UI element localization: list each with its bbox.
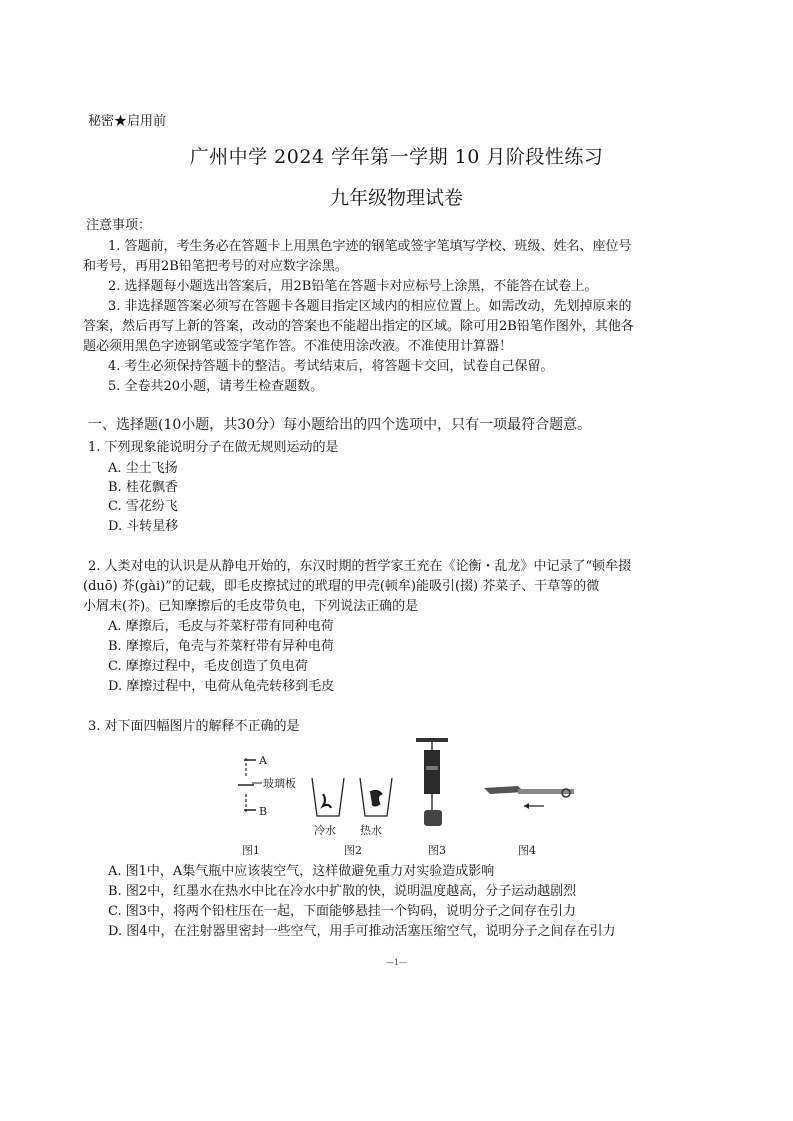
- question-1-option-c: C. 雪花纷飞: [108, 499, 178, 514]
- note-line: 3. 非选择题答案必须写在答题卡各题目指定区域内的相应位置上。如需改动，先划掉原来的: [108, 299, 632, 314]
- question-3-option-c: C. 图3中，将两个铅柱压在一起，下面能够悬挂一个钩码，说明分子之间存在引力: [108, 904, 577, 919]
- exam-title: 广州中学 2024 学年第一学期 10 月阶段性练习: [189, 146, 604, 168]
- question-2-option-d: D. 摩擦过程中，电荷从龟壳转移到毛皮: [108, 679, 335, 694]
- figure-1-caption: 图1: [242, 844, 260, 857]
- question-1-option-a: A. 尘土飞扬: [108, 461, 178, 476]
- figure-1-label-glass: 玻璃板: [263, 777, 296, 790]
- question-2-option-a: A. 摩擦后，毛皮与芥菜籽带有同种电荷: [108, 619, 334, 634]
- note-line: 2. 选择题每小题选出答案后，用2B铅笔在答题卡对应标号上涂黑，不能答在试卷上。: [108, 279, 598, 294]
- note-line: 题必须用黑色字迹钢笔或签字笔作答。不准使用涂改液。不准使用计算器！: [83, 339, 513, 354]
- cold-water-label: 冷水: [314, 824, 336, 837]
- figure-1-diffusion-jars: [238, 754, 296, 818]
- exam-subtitle: 九年级物理试卷: [329, 187, 463, 209]
- question-3-option-a: A. 图1中，A集气瓶中应该装空气，这样做避免重力对实验造成影响: [108, 864, 495, 879]
- notes-heading: 注意事项：: [86, 218, 152, 233]
- note-line: 答案，然后再写上新的答案，改动的答案也不能超出指定的区域。除可用2B铅笔作图外，其他各: [83, 319, 634, 334]
- question-1-option-d: D. 斗转星移: [108, 519, 179, 534]
- question-1-stem: 1. 下列现象能说明分子在做无规则运动的是: [88, 440, 339, 455]
- question-1-option-b: B. 桂花飘香: [108, 480, 178, 495]
- question-3-figures: [228, 736, 608, 862]
- figure-3-lead-cylinders: [416, 738, 448, 826]
- question-3-option-b: B. 图2中，红墨水在热水中比在冷水中扩散的快，说明温度越高，分子运动越剧烈: [108, 884, 577, 899]
- figure-3-caption: 图3: [428, 844, 446, 857]
- question-3-stem: 3. 对下面四幅图片的解释不正确的是: [88, 719, 300, 734]
- figure-4-syringe: [484, 786, 574, 809]
- figure-1-label-b: B: [259, 805, 268, 818]
- page-number: —1—: [385, 958, 408, 967]
- figure-2-caption: 图2: [344, 844, 362, 857]
- figure-4-caption: 图4: [518, 844, 536, 857]
- confidential-mark: 秘密★启用前: [88, 114, 167, 129]
- note-line: 1. 答题前，考生务必在答题卡上用黑色字迹的钢笔或签字笔填写学校、班级、姓名、座位号: [108, 239, 632, 254]
- question-2-stem-line: 小屑末(芥)。已知摩擦后的毛皮带负电，下列说法正确的是: [83, 599, 419, 614]
- figure-1-label-a: A: [259, 754, 267, 767]
- question-2-stem-line: 2. 人类对电的认识是从静电开始的，东汉时期的哲学家王充在《论衡・乱龙》中记录了“顿牟掇: [88, 559, 632, 574]
- section-heading: 一、选择题(10小题，共30分）每小题给出的四个选项中，只有一项最符合题意。: [88, 417, 592, 433]
- question-2-option-c: C. 摩擦过程中，毛皮创造了负电荷: [108, 659, 308, 674]
- question-3-option-d: D. 图4中，在注射器里密封一些空气，用手可推动活塞压缩空气，说明分子之间存在引力: [108, 924, 616, 939]
- note-line: 和考号，再用2B铅笔把考号的对应数字涂黑。: [83, 259, 348, 274]
- figure-2-water-cups: [312, 778, 392, 837]
- hot-water-label: 热水: [360, 824, 382, 837]
- question-2-option-b: B. 摩擦后，龟壳与芥菜籽带有异种电荷: [108, 639, 334, 654]
- note-line: 4. 考生必须保持答题卡的整洁。考试结束后，将答题卡交回，试卷自己保留。: [108, 359, 554, 374]
- note-line: 5. 全卷共20小题，请考生检查题数。: [108, 379, 324, 394]
- question-2-stem-line: (duō) 芥(gài)”的记载，即毛皮擦拭过的玳瑁的甲壳(顿牟)能吸引(掇) 芥菜子、干草等的微: [83, 579, 600, 594]
